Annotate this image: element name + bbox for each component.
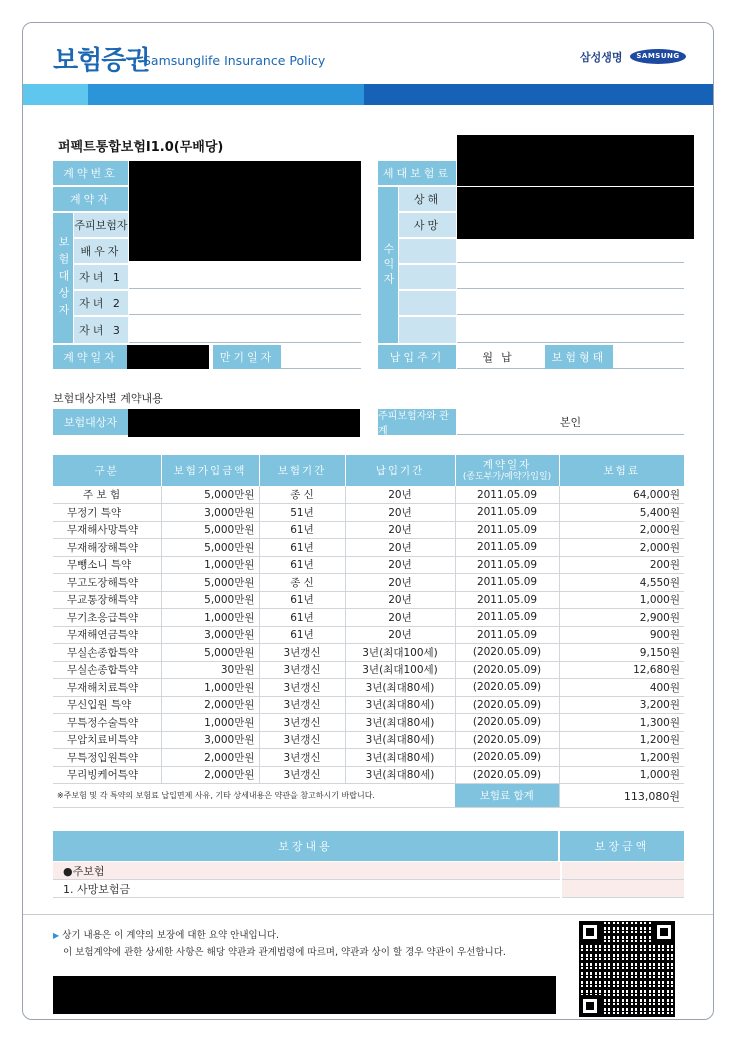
table-cell: 61년 <box>259 521 345 539</box>
table-row <box>53 696 684 714</box>
table-cell: 무교통장해특약 <box>53 591 161 609</box>
qr-code <box>579 921 675 1017</box>
table-cell: 20년 <box>345 591 455 609</box>
table-cell: 61년 <box>259 609 345 627</box>
main-insured-label: 주피보험자 <box>74 213 128 237</box>
table-row <box>53 486 684 504</box>
table-cell: 무기초응급특약 <box>53 609 161 627</box>
table-cell: 9,150원 <box>559 644 684 662</box>
maturity-date-value <box>281 345 361 369</box>
table-cell: 3년갱신 <box>259 731 345 749</box>
table-cell: 2011.05.09 <box>455 609 559 627</box>
table-cell: 2011.05.09 <box>455 486 559 504</box>
table-row <box>53 766 684 784</box>
table-cell: 2,000원 <box>559 521 684 539</box>
table-cell: 3년(최대80세) <box>345 679 455 697</box>
table-cell: 2011.05.09 <box>455 556 559 574</box>
beneficiary-row <box>399 317 456 343</box>
table-cell: 1,000만원 <box>161 609 259 627</box>
col-header: 구분 <box>53 455 161 486</box>
table-cell: 무실손종합특약 <box>53 661 161 679</box>
child1-value <box>129 265 361 289</box>
table-cell: 64,000원 <box>559 486 684 504</box>
table-cell: 2011.05.09 <box>455 574 559 592</box>
child1-label: 자녀 1 <box>74 265 128 289</box>
table-cell: 3,000만원 <box>161 504 259 522</box>
table-cell: 1,000만원 <box>161 679 259 697</box>
product-name: 퍼펙트통합보험Ⅰ1.0(무배당) <box>58 140 224 155</box>
coverage-row: 1. 사망보험금 <box>53 880 684 898</box>
col-header: 보험료 <box>559 455 684 486</box>
table-cell: 20년 <box>345 539 455 557</box>
beneficiary-value <box>457 265 684 289</box>
beneficiary-label: 수익자 <box>378 187 398 343</box>
table-cell: 3년(최대100세) <box>345 661 455 679</box>
contract-no-label: 계약번호 <box>53 161 128 185</box>
table-cell: 무신입원 특약 <box>53 696 161 714</box>
table-cell: 3년갱신 <box>259 644 345 662</box>
table-cell: 무재해연금특약 <box>53 626 161 644</box>
table-row <box>53 731 684 749</box>
maturity-date-label: 만기일자 <box>213 345 281 369</box>
table-cell: 61년 <box>259 626 345 644</box>
table-cell: (2020.05.09) <box>455 731 559 749</box>
beneficiary-value <box>457 291 684 315</box>
table-cell: 12,680원 <box>559 661 684 679</box>
table-cell: 무리빙케어특약 <box>53 766 161 784</box>
table-cell: 5,000만원 <box>161 539 259 557</box>
table-cell: 3년갱신 <box>259 749 345 767</box>
table-cell: 종 신 <box>259 486 345 504</box>
total-label: 보험료 합계 <box>455 784 559 808</box>
table-cell: 3년(최대80세) <box>345 714 455 732</box>
pay-cycle-value: 월납 <box>457 345 545 369</box>
table-cell: 30만원 <box>161 661 259 679</box>
table-cell: 200원 <box>559 556 684 574</box>
table-cell: 3년(최대80세) <box>345 696 455 714</box>
table-cell: 3년갱신 <box>259 714 345 732</box>
table-cell: 400원 <box>559 679 684 697</box>
table-note: ※주보험 및 각 특약의 보험료 납입면제 사유, 기타 상세내용은 약관을 참고하시기 바랍니다. <box>53 784 455 808</box>
relation-value: 본인 <box>457 409 684 435</box>
table-cell: 2011.05.09 <box>455 521 559 539</box>
table-cell: 무실손종합특약 <box>53 644 161 662</box>
section-title: 보험대상자별 계약내용 <box>53 392 163 405</box>
table-cell: 900원 <box>559 626 684 644</box>
redacted-block <box>457 187 694 239</box>
table-cell: 주 보 험 <box>53 486 161 504</box>
coverage-content-header: 보장내용 <box>53 831 558 861</box>
contractor-label: 계약자 <box>53 187 128 211</box>
table-cell: 20년 <box>345 609 455 627</box>
table-cell: 1,000만원 <box>161 714 259 732</box>
table-row <box>53 521 684 539</box>
table-cell: 61년 <box>259 556 345 574</box>
table-cell: 3년(최대80세) <box>345 766 455 784</box>
table-cell: 1,000원 <box>559 591 684 609</box>
coverage-amount-header: 보장금액 <box>560 831 684 861</box>
table-cell: 3년(최대100세) <box>345 644 455 662</box>
table-cell: 무재해사망특약 <box>53 521 161 539</box>
table-cell: 1,200원 <box>559 749 684 767</box>
table-row <box>53 714 684 732</box>
insured-group-label: 보험대상자 <box>53 213 73 343</box>
child3-label: 자녀 3 <box>74 317 128 343</box>
table-cell: 2,900원 <box>559 609 684 627</box>
table-cell: 61년 <box>259 539 345 557</box>
table-cell: 20년 <box>345 504 455 522</box>
table-row <box>53 626 684 644</box>
footer-line: 이 보험계약에 관한 상세한 사항은 해당 약관과 관계법령에 따르며, 약관과 상이 할 경우 약관이 우선합니다. <box>63 947 506 958</box>
table-row <box>53 609 684 627</box>
redacted-block <box>129 161 361 261</box>
householder-label: 세대보험료 <box>378 161 456 185</box>
table-cell: 2011.05.09 <box>455 504 559 522</box>
table-cell: 무고도장해특약 <box>53 574 161 592</box>
table-cell: 1,000만원 <box>161 556 259 574</box>
table-cell: 20년 <box>345 521 455 539</box>
table-row <box>53 661 684 679</box>
table-cell: 3년갱신 <box>259 766 345 784</box>
table-cell: 5,000만원 <box>161 486 259 504</box>
table-cell: 2011.05.09 <box>455 626 559 644</box>
child2-label: 자녀 2 <box>74 291 128 315</box>
table-cell: (2020.05.09) <box>455 679 559 697</box>
document-subtitle: Samsunglife Insurance Policy <box>143 53 326 68</box>
table-cell: 3년(최대80세) <box>345 731 455 749</box>
table-cell: 20년 <box>345 486 455 504</box>
table-cell: 3,000만원 <box>161 626 259 644</box>
header-color-band <box>23 84 714 105</box>
table-cell: (2020.05.09) <box>455 749 559 767</box>
child3-value <box>129 317 361 343</box>
table-cell: 3,200원 <box>559 696 684 714</box>
table-cell: 51년 <box>259 504 345 522</box>
table-cell: 무특정입원특약 <box>53 749 161 767</box>
table-row <box>53 749 684 767</box>
col-header: 계약일자 (종도부가/예약가입일) <box>455 455 559 486</box>
col-header: 보험기간 <box>259 455 345 486</box>
divider <box>23 914 714 915</box>
beneficiary-row <box>399 239 456 263</box>
table-cell: 5,000만원 <box>161 591 259 609</box>
table-cell: 5,000만원 <box>161 574 259 592</box>
table-cell: 5,400원 <box>559 504 684 522</box>
table-cell: 2011.05.09 <box>455 539 559 557</box>
table-cell: 종 신 <box>259 574 345 592</box>
spouse-label: 배우자 <box>74 239 128 263</box>
redacted-block <box>53 976 556 1014</box>
policy-document <box>22 22 714 1020</box>
table-cell: 1,300원 <box>559 714 684 732</box>
table-cell: 3년갱신 <box>259 696 345 714</box>
table-cell: (2020.05.09) <box>455 766 559 784</box>
relation-label: 주피보험자와 관계 <box>378 409 456 435</box>
table-cell: 2,000만원 <box>161 696 259 714</box>
table-row <box>53 504 684 522</box>
table-cell: 무정기 특약 <box>53 504 161 522</box>
contract-date-label: 계약일자 <box>53 345 128 369</box>
col-header: 보험가입금액 <box>161 455 259 486</box>
table-cell: (2020.05.09) <box>455 661 559 679</box>
table-cell: 1,200원 <box>559 731 684 749</box>
table-row <box>53 574 684 592</box>
table-cell: 3년갱신 <box>259 661 345 679</box>
table-cell: 1,000원 <box>559 766 684 784</box>
table-cell: 2,000만원 <box>161 766 259 784</box>
table-cell: 20년 <box>345 556 455 574</box>
table-cell: (2020.05.09) <box>455 644 559 662</box>
redacted-block <box>128 409 360 437</box>
table-cell: 20년 <box>345 574 455 592</box>
samsung-logo: SAMSUNG <box>630 49 686 64</box>
table-cell: 무재해치료특약 <box>53 679 161 697</box>
table-cell: (2020.05.09) <box>455 714 559 732</box>
footer-line: ▶ 상기 내용은 이 계약의 보장에 대한 요약 안내입니다. <box>53 930 280 941</box>
table-cell: 5,000만원 <box>161 521 259 539</box>
table-cell: 3년갱신 <box>259 679 345 697</box>
document-title: 보험증권 <box>53 46 150 76</box>
table-row <box>53 539 684 557</box>
coverage-row: ●주보험 <box>53 862 684 880</box>
total-value: 113,080원 <box>559 784 684 808</box>
table-row <box>53 679 684 697</box>
table-cell: 무암치료비특약 <box>53 731 161 749</box>
beneficiary-value <box>457 239 684 263</box>
table-cell: 3,000만원 <box>161 731 259 749</box>
policy-type-label: 보험형태 <box>545 345 613 369</box>
redacted-block <box>127 345 209 369</box>
table-cell: 2,000만원 <box>161 749 259 767</box>
beneficiary-value <box>457 317 684 343</box>
insured-label: 보험대상자 <box>53 409 128 435</box>
table-cell: 무뺑소니 특약 <box>53 556 161 574</box>
child2-value <box>129 291 361 315</box>
redacted-block <box>457 135 694 186</box>
table-cell: 4,550원 <box>559 574 684 592</box>
coverage-header <box>53 831 684 861</box>
beneficiary-row <box>399 291 456 315</box>
table-row <box>53 644 684 662</box>
table-cell: 무재해장해특약 <box>53 539 161 557</box>
triangle-icon: ▶ <box>53 931 60 940</box>
coverage-table <box>53 455 684 808</box>
table-cell: 3년(최대80세) <box>345 749 455 767</box>
table-row <box>53 591 684 609</box>
pay-cycle-label: 납입주기 <box>378 345 456 369</box>
beneficiary-row <box>399 265 456 289</box>
table-cell: 20년 <box>345 626 455 644</box>
table-row <box>53 556 684 574</box>
table-cell: (2020.05.09) <box>455 696 559 714</box>
table-cell: 무특정수술특약 <box>53 714 161 732</box>
policy-type-value <box>613 345 684 369</box>
table-cell: 61년 <box>259 591 345 609</box>
table-cell: 2011.05.09 <box>455 591 559 609</box>
brand-name: 삼성생명 <box>580 51 623 64</box>
table-cell: 5,000만원 <box>161 644 259 662</box>
col-header: 납입기간 <box>345 455 455 486</box>
injury-label: 상해 <box>399 187 456 211</box>
table-cell: 2,000원 <box>559 539 684 557</box>
death-label: 사망 <box>399 213 456 237</box>
